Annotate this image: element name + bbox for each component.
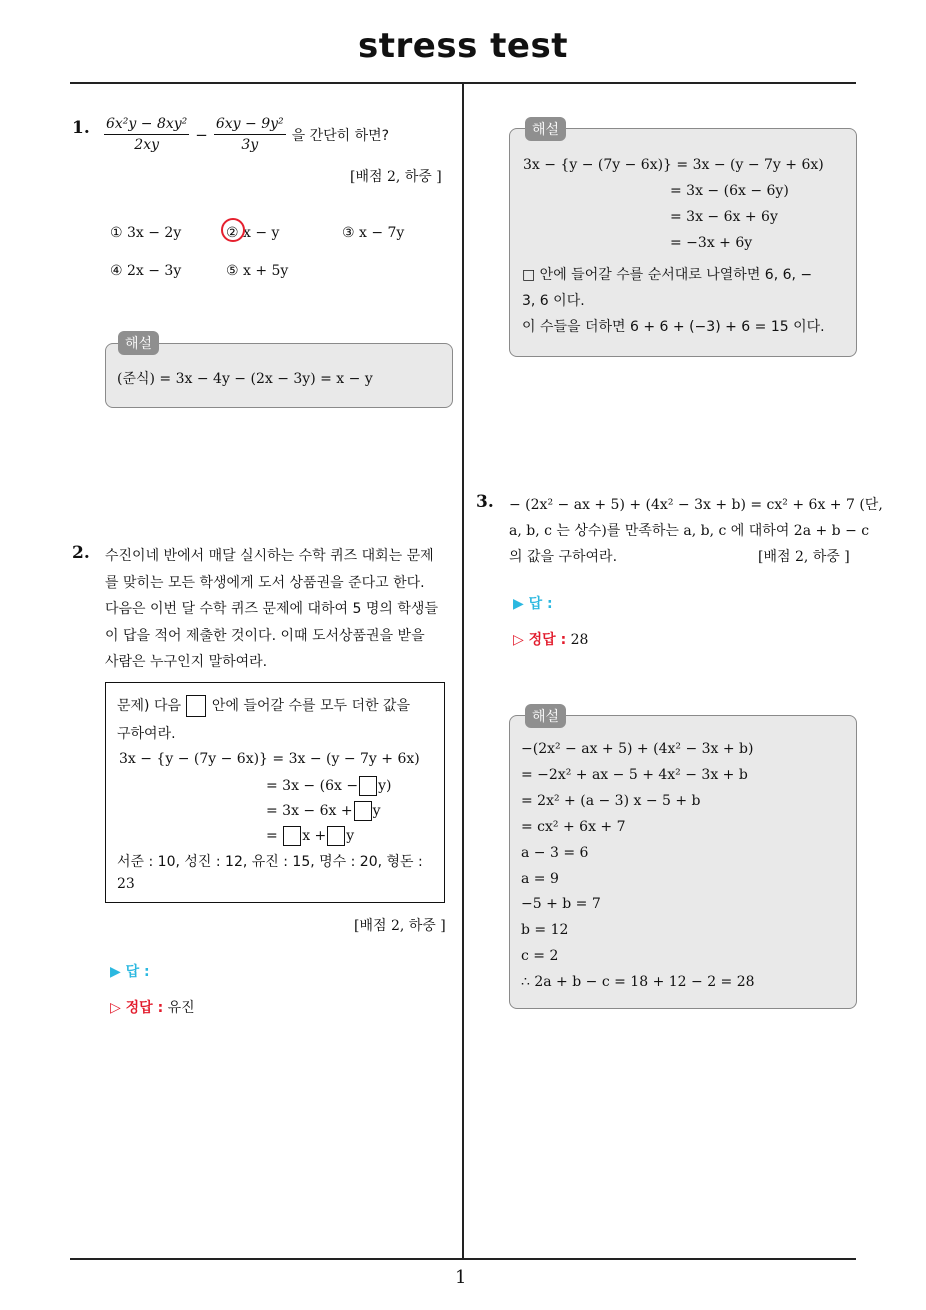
q2-text-line: 사람은 누구인지 말하여라. xyxy=(105,654,268,670)
q2-eq4-a: = xyxy=(266,828,278,844)
q2-eq3 xyxy=(266,801,381,821)
q2-eq3-a: = 3x − 6x + xyxy=(266,803,353,819)
q2-explain-eq3: = 3x − 6x + 6y xyxy=(670,209,778,225)
q3-explain-lines xyxy=(521,737,755,996)
q2-correct-value: 유진 xyxy=(167,1000,195,1016)
q2-explain-eq4: = −3x + 6y xyxy=(670,235,753,251)
q2-eq4-c: y xyxy=(346,828,355,844)
q1-prompt: 을 간단히 하면? xyxy=(291,127,390,144)
q2-text xyxy=(105,543,438,676)
q2-explain-text2: 3, 6 이다. xyxy=(522,293,585,309)
q2-eq2-a: = 3x − (6x − xyxy=(266,778,359,794)
q2-explain-tag: 해설 xyxy=(525,117,566,141)
q2-students-line2: 23 xyxy=(117,876,135,892)
q2-eq3-b: y xyxy=(372,803,381,819)
q1-expression xyxy=(104,116,389,153)
q3-line3: 의 값을 구하여라. xyxy=(509,549,618,565)
q1-frac2-num: 6xy − 9y² xyxy=(214,116,286,135)
q2-box-line1-a: 문제) 다음 xyxy=(117,698,182,714)
q2-eq2 xyxy=(266,776,391,796)
q2-box-line1 xyxy=(117,695,410,717)
blank-square xyxy=(186,695,206,717)
blank-square xyxy=(354,801,372,821)
q1-choice-4[interactable]: ④ 2x − 3y xyxy=(110,263,182,279)
q3-explain-line: a − 3 = 6 xyxy=(521,844,589,861)
q3-explain-line: b = 12 xyxy=(521,922,569,939)
q2-correct-label: ▷ 정답 : xyxy=(110,1000,164,1016)
q2-explain-eq1: 3x − {y − (7y − 6x)} = 3x − (y − 7y + 6x) xyxy=(523,157,824,173)
q3-line1: − (2x² − ax + 5) + (4x² − 3x + b) = cx² + 6x + 7 (단, xyxy=(509,497,883,513)
q1-minus: − xyxy=(195,125,208,144)
q3-explain-line: = −2x² + ax − 5 + 4x² − 3x + b xyxy=(521,766,748,783)
q2-explain-text3: 이 수들을 더하면 6 + 6 + (−3) + 6 = 15 이다. xyxy=(522,319,825,335)
q3-answer-label: ▶ 답 : xyxy=(513,596,553,612)
q2-text-line: 수진이네 반에서 매달 실시하는 수학 퀴즈 대회는 문제 xyxy=(105,548,434,564)
q3-explain-line: −(2x² − ax + 5) + (4x² − 3x + b) xyxy=(521,741,754,757)
q3-correct xyxy=(513,629,588,649)
q3-explain-line: = cx² + 6x + 7 xyxy=(521,818,626,835)
q2-eq4 xyxy=(266,826,354,846)
q2-answer-label: ▶ 답 : xyxy=(110,964,150,980)
q1-score: [배점 2, 하중 ] xyxy=(350,169,442,185)
q2-number: 2. xyxy=(72,543,90,563)
q3-explain-line: = 2x² + (a − 3) x − 5 + b xyxy=(521,792,701,809)
q3-explain-line: −5 + b = 7 xyxy=(521,896,601,913)
q1-frac1-num: 6x²y − 8xy² xyxy=(104,116,189,135)
q2-text-line: 이 답을 적어 제출한 것이다. 이때 도서상품권을 받을 xyxy=(105,627,425,644)
q1-frac1-den: 2xy xyxy=(134,137,159,153)
q1-choice-3[interactable]: ③ x − 7y xyxy=(342,225,405,241)
q2-explain-eq2: = 3x − (6x − 6y) xyxy=(670,183,789,199)
q1-fraction-2 xyxy=(214,116,286,153)
q2-score: [배점 2, 하중 ] xyxy=(354,918,446,934)
q1-fraction-1 xyxy=(104,116,189,153)
q3-score: [배점 2, 하중 ] xyxy=(758,549,850,565)
q2-eq4-b: x + xyxy=(302,828,327,844)
q3-explain-line: a = 9 xyxy=(521,870,559,887)
page-number: 1 xyxy=(455,1267,467,1288)
q2-eq1: 3x − {y − (7y − 6x)} = 3x − (y − 7y + 6x) xyxy=(119,751,420,767)
q2-explain-text1: □ 안에 들어갈 수를 순서대로 나열하면 6, 6, − xyxy=(522,267,813,283)
q2-box-line1-b: 안에 들어갈 수를 모두 더한 값을 xyxy=(211,698,410,714)
q1-choice-1[interactable]: ① 3x − 2y xyxy=(110,225,182,241)
answer-mark-circle xyxy=(221,218,245,242)
q2-correct xyxy=(110,997,195,1017)
q2-box-line2: 구하여라. xyxy=(117,726,176,742)
q3-explain-line: ∴ 2a + b − c = 18 + 12 − 2 = 28 xyxy=(521,974,755,991)
q1-choice-2[interactable]: ② x − y xyxy=(226,225,280,241)
q2-text-line: 를 맞히는 모든 학생에게 도서 상품권을 준다고 한다. xyxy=(105,574,425,591)
q2-eq2-b: y) xyxy=(378,778,392,794)
q1-explain-tag: 해설 xyxy=(118,331,159,355)
q3-explain-line: c = 2 xyxy=(521,948,559,965)
blank-square xyxy=(359,776,377,796)
q1-frac2-den: 3y xyxy=(241,137,259,153)
bottom-divider xyxy=(70,1258,856,1260)
blank-square xyxy=(327,826,345,846)
q3-number: 3. xyxy=(476,492,494,512)
q3-explain-tag: 해설 xyxy=(525,704,566,728)
q2-students-line1: 서준 : 10, 성진 : 12, 유진 : 15, 명수 : 20, 형돈 : xyxy=(117,854,423,870)
blank-square xyxy=(283,826,301,846)
column-divider xyxy=(462,83,464,1259)
q1-explain-text: (준식) = 3x − 4y − (2x − 3y) = x − y xyxy=(117,371,373,387)
q3-correct-value: 28 xyxy=(570,632,589,648)
page-title: stress test xyxy=(358,26,568,66)
q3-correct-label: ▷ 정답 : xyxy=(513,632,567,648)
q1-number: 1. xyxy=(72,118,90,138)
q3-line2: a, b, c 는 상수)를 만족하는 a, b, c 에 대하여 2a + b − c xyxy=(509,523,870,539)
q1-choice-5[interactable]: ⑤ x + 5y xyxy=(226,263,289,279)
q2-text-line: 다음은 이번 달 수학 퀴즈 문제에 대하여 5 명의 학생들 xyxy=(105,601,438,617)
